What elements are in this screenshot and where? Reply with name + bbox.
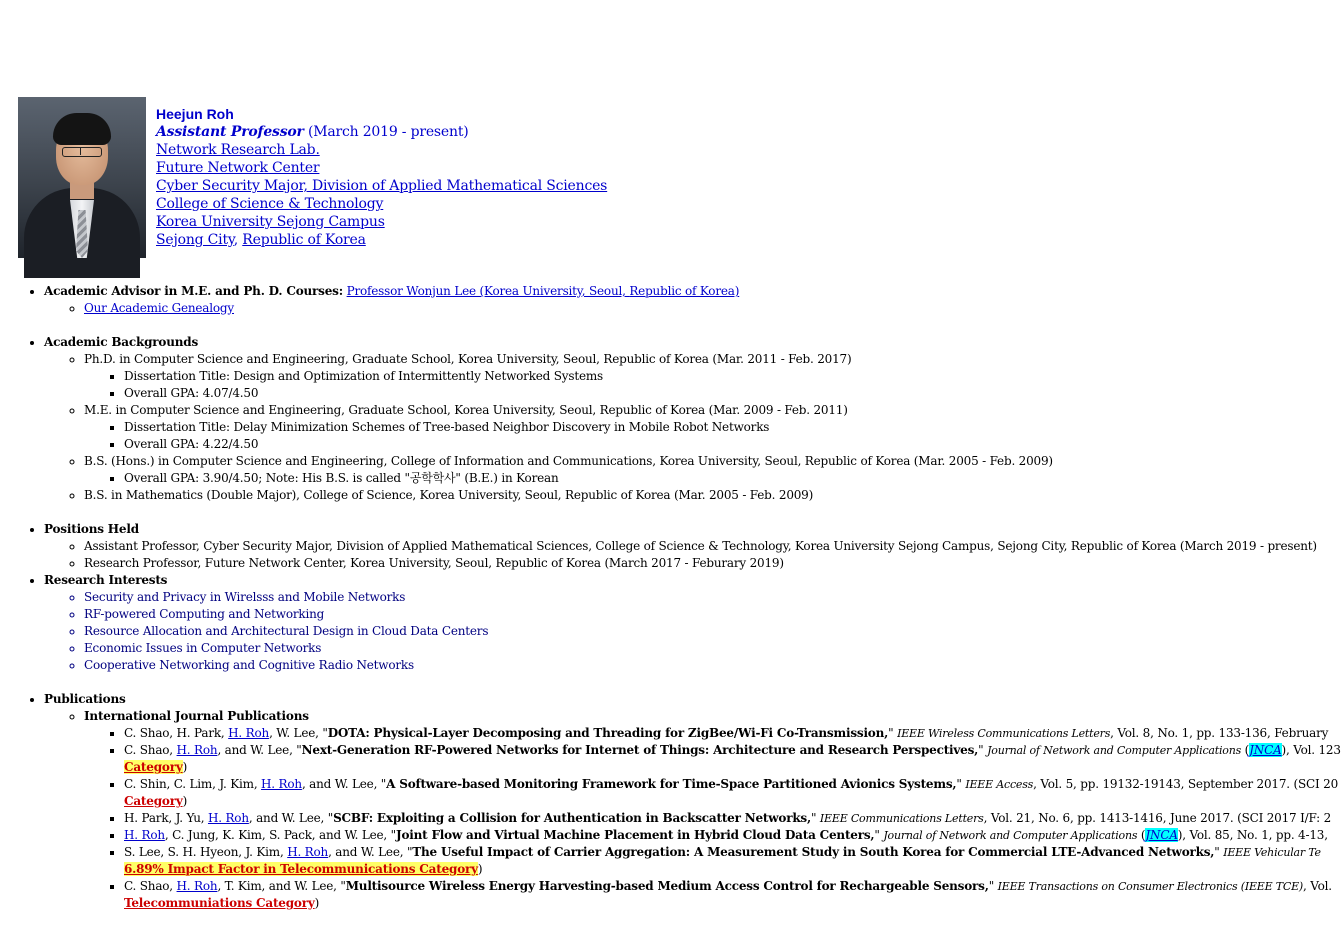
- publication-item: ▪ C. Shao, H. Roh, T. Kim, and W. Lee, "Multisource Wireless Energy Harvesting-based Medium Access Control for Rechargeable Sensors," IEEE Transactions on Consumer Electronics (IEEE TCE), Vol. Telecommuniations Category): [124, 878, 1316, 912]
- section-interests: • Research Interests ◦ Security and Privacy in Wirelsss and Mobile Networks ◦ RF-powered Computing and Networking ◦ Resource Allocation and Architectural Design in Cloud Data Centers ◦ Economic Issues in Computer Networks ◦ Cooperative Networking and Cognitive Radio Networks: [44, 572, 1316, 674]
- me-gpa: ▪ Overall GPA: 4.22/4.50: [124, 436, 1316, 453]
- degree-phd: ◦ Ph.D. in Computer Science and Engineering, Graduate School, Korea University, Seoul, Republic of Korea (Mar. 2011 - Feb. 2017): [84, 351, 1316, 368]
- publication-item: ▪ S. Lee, S. H. Hyeon, J. Kim, H. Roh, and W. Lee, "The Useful Impact of Carrier Aggregation: A Measurement Study in South Korea for Commercial LTE-Advanced Networks," IEEE Vehicular Te 6.89% Impact Factor in Telecommunications Category): [124, 844, 1316, 878]
- degree-bs-math: ◦ B.S. in Mathematics (Double Major), College of Science, Korea University, Seoul, Republic of Korea (Mar. 2005 - Feb. 2009): [84, 487, 1316, 504]
- author-link[interactable]: H. Roh: [176, 743, 218, 757]
- link-genealogy[interactable]: Our Academic Genealogy: [84, 301, 234, 315]
- author-link[interactable]: H. Roh: [176, 879, 218, 893]
- me-dissertation: ▪ Dissertation Title: Delay Minimization Schemes of Tree-based Neighbor Discovery in Mobile Robot Networks: [124, 419, 1316, 436]
- jnca-link[interactable]: JNCA: [1249, 743, 1282, 757]
- author-link[interactable]: H. Roh: [261, 777, 302, 791]
- author-link[interactable]: H. Roh: [287, 845, 329, 859]
- interest-item: ◦ Resource Allocation and Architectural Design in Cloud Data Centers: [84, 623, 1316, 640]
- link-future-network-center[interactable]: Future Network Center: [156, 160, 320, 176]
- publication-item: ▪ C. Shao, H. Park, H. Roh, W. Lee, "DOTA: Physical-Layer Decomposing and Threading for ZigBee/Wi-Fi Co-Transmission," IEEE Wireless Communications Letters, Vol. 8, No. 1, pp. 133-136, February: [124, 725, 1316, 742]
- interest-item: ◦ Cooperative Networking and Cognitive Radio Networks: [84, 657, 1316, 674]
- link-cyber-security-major[interactable]: Cyber Security Major, Division of Applied Mathematical Sciences: [156, 178, 608, 194]
- link-network-research-lab[interactable]: Network Research Lab.: [156, 142, 320, 158]
- profile-photo: [18, 97, 146, 258]
- degree-me: ◦ M.E. in Computer Science and Engineering, Graduate School, Korea University, Seoul, Republic of Korea (Mar. 2009 - Feb. 2011): [84, 402, 1316, 419]
- publication-item: ▪ H. Park, J. Yu, H. Roh, and W. Lee, "SCBF: Exploiting a Collision for Authentication in Backscatter Networks," IEEE Communications Letters, Vol. 21, No. 6, pp. 1413-1416, June 2017. (SCI 2017 I/F: 2: [124, 810, 1316, 827]
- profile-header: [18, 97, 607, 258]
- section-backgrounds: • Academic Backgrounds ◦ Ph.D. in Computer Science and Engineering, Graduate School, Korea University, Seoul, Republic of Korea (Mar. 2011 - Feb. 2017) ▪ Dissertation Title: Design and Optimization of Intermittently Networked Systems ▪ Overall GPA: 4.07/4.50 ◦ M.E. in Computer Science and Engineering, Graduate School, Korea University, Seoul, Republic of Korea (Mar. 2009 - Feb. 2011) ▪ Dissertation Title: Delay Minimization Schemes of Tree-based Neighbor Discovery in Mobile Robot Networks ▪ Overall GPA: 4.22/4.50 ◦ B.S. (Hons.) in Computer Science and Engineering, College of Information and Communications, Korea University, Seoul, Republic of Korea (Mar. 2005 - Feb. 2009) ▪ Overall GPA: 3.90/4.50; Note: His B.S. is called "공학학사" (B.E.) in Korean ◦ B.S. in Mathematics (Double Major), College of Science, Korea University, Seoul, Republic of Korea (Mar. 2005 - Feb. 2009): [44, 334, 1316, 504]
- award-link[interactable]: Category: [124, 794, 183, 808]
- degree-bs: ◦ B.S. (Hons.) in Computer Science and Engineering, College of Information and Communications, Korea University, Seoul, Republic of Korea (Mar. 2005 - Feb. 2009): [84, 453, 1316, 470]
- link-city[interactable]: Sejong City: [156, 232, 234, 248]
- section-positions: • Positions Held ◦ Assistant Professor, Cyber Security Major, Division of Applied Mathematical Sciences, College of Science & Technology, Korea University Sejong Campus, Sejong City, Republic of Korea (March 2019 - present) ◦ Research Professor, Future Network Center, Korea University, Seoul, Republic of Korea (March 2017 - Feburary 2019): [44, 521, 1316, 572]
- interest-item: ◦ Economic Issues in Computer Networks: [84, 640, 1316, 657]
- award-link[interactable]: 6.89% Impact Factor in Telecommunications Category: [124, 862, 478, 876]
- profile-name: Heejun Roh: [156, 106, 234, 122]
- link-country[interactable]: Republic of Korea: [242, 232, 366, 248]
- link-advisor-country[interactable]: Republic of Korea): [629, 284, 740, 298]
- link-campus[interactable]: Korea University Sejong Campus: [156, 214, 385, 230]
- publication-item: ▪ C. Shao, H. Roh, and W. Lee, "Next-Generation RF-Powered Networks for Internet of Things: Architecture and Research Perspectives," Journal of Network and Computer Applications (JNCA), Vol. 123 Category): [124, 742, 1316, 776]
- author-link[interactable]: H. Roh: [228, 726, 270, 740]
- publication-item: ▪ C. Shin, C. Lim, J. Kim, H. Roh, and W. Lee, "A Software-based Monitoring Framework for Time-Space Partitioned Avionics Systems," IEEE Access, Vol. 5, pp. 19132-19143, September 2017. (SCI 20 Category): [124, 776, 1316, 810]
- award-link[interactable]: Category: [124, 760, 183, 774]
- link-advisor[interactable]: Professor Wonjun Lee (Korea University, Seoul,: [346, 284, 630, 298]
- bs-gpa: ▪ Overall GPA: 3.90/4.50; Note: His B.S. is called "공학학사" (B.E.) in Korean: [124, 470, 1316, 487]
- publication-item: ▪ H. Roh, C. Jung, K. Kim, S. Pack, and W. Lee, "Joint Flow and Virtual Machine Placement in Hybrid Cloud Data Centers," Journal of Network and Computer Applications (JNCA), Vol. 85, No. 1, pp. 4-13,: [124, 827, 1316, 844]
- author-link[interactable]: H. Roh: [124, 828, 165, 842]
- link-college[interactable]: College of Science & Technology: [156, 196, 384, 212]
- phd-dissertation: ▪ Dissertation Title: Design and Optimization of Intermittently Networked Systems: [124, 368, 1316, 385]
- profile-title: Assistant Professor (March 2019 - present): [156, 124, 469, 140]
- intl-journal-publications: ◦ International Journal Publications ▪ C. Shao, H. Park, H. Roh, W. Lee, "DOTA: Physical-Layer Decomposing and Threading for ZigBee/Wi-Fi Co-Transmission," IEEE Wireless Communications Letters, Vol. 8, No. 1, pp. 133-136, February ▪ C. Shao, H. Roh, and W. Lee, "Next-Generation RF-Powered Networks for Internet of Things: Architecture and Research Perspectives," Journal of Network and Computer Applications (JNCA), Vol. 123 Category) ▪ C. Shin, C. Lim, J. Kim, H. Roh, and W. Lee, "A Software-based Monitoring Framework for Time-Space Partitioned Avionics Systems," IEEE Access, Vol. 5, pp. 19132-19143, September 2017. (SCI 20 Category) ▪ H. Park, J. Yu, H. Roh, and W. Lee, "SCBF: Exploiting a Collision for Authentication in Backscatter Networks," IEEE Communications Letters, Vol. 21, No. 6, pp. 1413-1416, June 2017. (SCI 2017 I/F: 2 ▪ H. Roh, C. Jung, K. Kim, S. Pack, and W. Lee, "Joint Flow and Virtual Machine Placement in Hybrid Cloud Data Centers," Journal of Network and Computer Applications (JNCA), Vol. 85, No. 1, pp. 4-13, ▪ S. Lee, S. H. Hyeon, J. Kim, H. Roh, and W. Lee, "The Useful Impact of Carrier Aggregation: A Measurement Study in South Korea for Commercial LTE-Advanced Networks," IEEE Vehicular Te 6.89% Impact Factor in Telecommunications Category) ▪ C. Shao, H. Roh, T. Kim, and W. Lee, "Multisource Wireless Energy Harvesting-based Medium Access Control for Rechargeable Sensors," IEEE Transactions on Consumer Electronics (IEEE TCE), Vol. Telecommuniations Category): [84, 708, 1316, 912]
- interest-item: ◦ RF-powered Computing and Networking: [84, 606, 1316, 623]
- author-link[interactable]: H. Roh: [207, 811, 249, 825]
- section-publications: • Publications ◦ International Journal Publications ▪ C. Shao, H. Park, H. Roh, W. Lee, "DOTA: Physical-Layer Decomposing and Threading for ZigBee/Wi-Fi Co-Transmission," IEEE Wireless Communications Letters, Vol. 8, No. 1, pp. 133-136, February ▪ C. Shao, H. Roh, and W. Lee, "Next-Generation RF-Powered Networks for Internet of Things: Architecture and Research Perspectives," Journal of Network and Computer Applications (JNCA), Vol. 123 Category) ▪ C. Shin, C. Lim, J. Kim, H. Roh, and W. Lee, "A Software-based Monitoring Framework for Time-Space Partitioned Avionics Systems," IEEE Access, Vol. 5, pp. 19132-19143, September 2017. (SCI 20 Category) ▪ H. Park, J. Yu, H. Roh, and W. Lee, "SCBF: Exploiting a Collision for Authentication in Backscatter Networks," IEEE Communications Letters, Vol. 21, No. 6, pp. 1413-1416, June 2017. (SCI 2017 I/F: 2 ▪ H. Roh, C. Jung, K. Kim, S. Pack, and W. Lee, "Joint Flow and Virtual Machine Placement in Hybrid Cloud Data Centers," Journal of Network and Computer Applications (JNCA), Vol. 85, No. 1, pp. 4-13, ▪ S. Lee, S. H. Hyeon, J. Kim, H. Roh, and W. Lee, "The Useful Impact of Carrier Aggregation: A Measurement Study in South Korea for Commercial LTE-Advanced Networks," IEEE Vehicular Te 6.89% Impact Factor in Telecommunications Category) ▪ C. Shao, H. Roh, T. Kim, and W. Lee, "Multisource Wireless Energy Harvesting-based Medium Access Control for Rechargeable Sensors," IEEE Transactions on Consumer Electronics (IEEE TCE), Vol. Telecommuniations Category): [44, 691, 1316, 912]
- interest-item: ◦ Security and Privacy in Wirelsss and Mobile Networks: [84, 589, 1316, 606]
- jnca-link[interactable]: JNCA: [1145, 828, 1178, 842]
- position-item: ◦ Assistant Professor, Cyber Security Major, Division of Applied Mathematical Sciences, College of Science & Technology, Korea University Sejong Campus, Sejong City, Republic of Korea (March 2019 - present): [84, 538, 1316, 555]
- position-item: ◦ Research Professor, Future Network Center, Korea University, Seoul, Republic of Korea (March 2017 - Feburary 2019): [84, 555, 1316, 572]
- profile-info: Heejun Roh Assistant Professor (March 2019 - present) Network Research Lab. Future Network Center Cyber Security Major, Division of Applied Mathematical Sciences College of Science & Technology Korea University Sejong Campus Sejong City, Republic of Korea: [156, 106, 608, 248]
- cv-content: [0, 283, 1341, 912]
- phd-gpa: ▪ Overall GPA: 4.07/4.50: [124, 385, 1316, 402]
- section-advisor: • Academic Advisor in M.E. and Ph. D. Courses: Professor Wonjun Lee (Korea University, Seoul, Republic of Korea) ◦ Our Academic Genealogy: [44, 283, 1316, 317]
- award-link[interactable]: Telecommuniations Category: [124, 896, 315, 910]
